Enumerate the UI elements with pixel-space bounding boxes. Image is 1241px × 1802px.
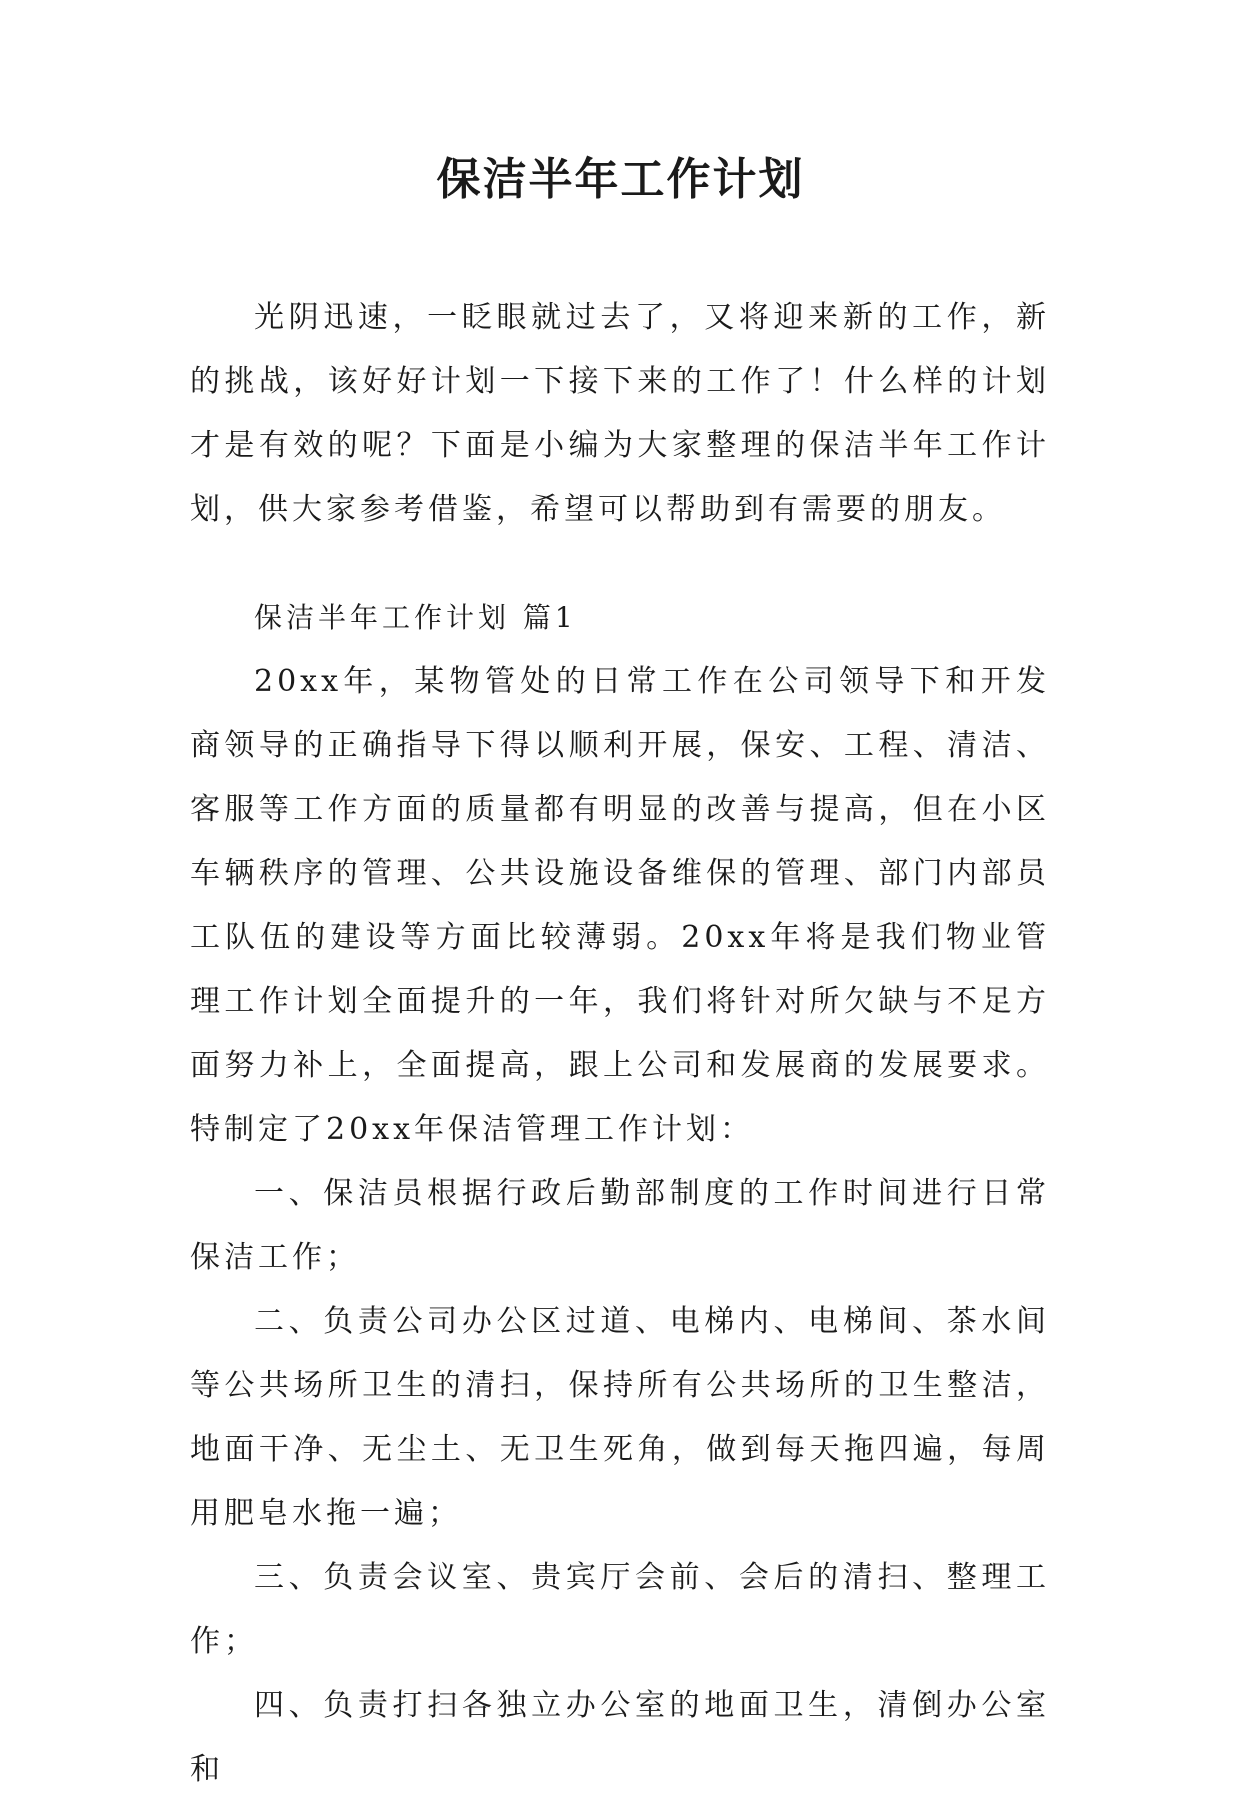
body-paragraph: 四、负责打扫各独立办公室的地面卫生，清倒办公室和 [190, 1688, 1050, 1787]
paragraph-gap [190, 542, 1050, 586]
document-title: 保洁半年工作计划 [436, 154, 805, 205]
body-paragraph: 二、负责公司办公区过道、电梯内、电梯间、茶水间等公共场所卫生的清扫，保持所有公共场所的卫生整洁，地面干净、无尘土、无卫生死角，做到每天拖四遍，每周用肥皂水拖一遍； [190, 1304, 1050, 1531]
body-paragraph: 三、负责会议室、贵宾厅会前、会后的清扫、整理工作； [190, 1560, 1050, 1659]
section-heading: 保洁半年工作计划 篇1 [254, 601, 577, 634]
intro-paragraph: 光阴迅速，一眨眼就过去了，又将迎来新的工作，新的挑战，该好好计划一下接下来的工作了！什么样的计划才是有效的呢？下面是小编为大家整理的保洁半年工作计划，供大家参考借鉴，希望可以帮助到有需要的朋友。 [190, 300, 1050, 527]
document-body [190, 286, 1050, 1802]
body-paragraph: 20xx年，某物管处的日常工作在公司领导下和开发商领导的正确指导下得以顺利开展，保安、工程、清洁、客服等工作方面的质量都有明显的改善与提高，但在小区车辆秩序的管理、公共设施设备维保的管理、部门内部员工队伍的建设等方面比较薄弱。20xx年将是我们物业管理工作计划全面提升的一年，我们将针对所欠缺与不足方面努力补上，全面提高，跟上公司和发展商的发展要求。特制定了20xx年保洁管理工作计划： [190, 664, 1050, 1147]
body-paragraph: 一、保洁员根据行政后勤部制度的工作时间进行日常保洁工作； [190, 1176, 1050, 1275]
